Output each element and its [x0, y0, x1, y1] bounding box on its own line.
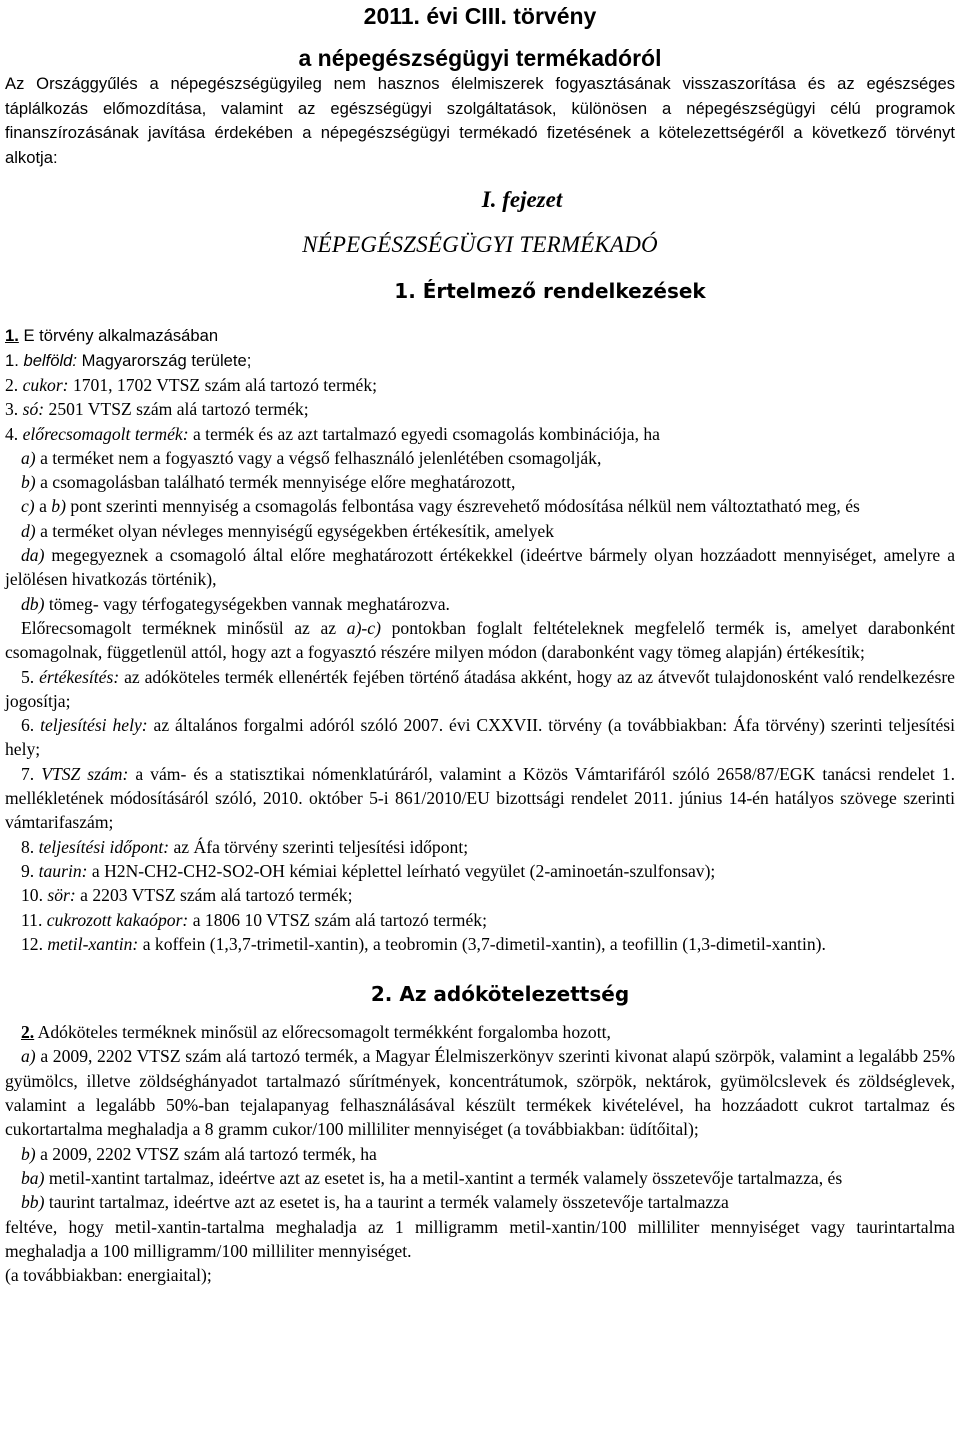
item-number: 1.	[5, 350, 19, 370]
paragraph-number[interactable]: 2.	[21, 1022, 35, 1043]
condition-text: feltéve, hogy metil-xantin-tartalma meghaladja az 1 milligramm metil-xantin/100 milliliter mennyiséget vagy taurintartalma meghaladja a 100 milligramm/100 milliliter mennyiséget.	[5, 1216, 955, 1261]
sub-item-letter: b)	[21, 472, 36, 493]
sub-item-letter: bb)	[21, 1192, 45, 1213]
item-number: 9.	[21, 860, 35, 881]
definition-item	[5, 397, 955, 421]
sub-item-text: a 2009, 2202 VTSZ szám alá tartozó termék, ha	[40, 1143, 377, 1164]
definition-item	[5, 349, 955, 374]
cross-reference: a)-c)	[346, 617, 381, 638]
sub-sub-item	[5, 1166, 955, 1190]
item-number: 11.	[21, 909, 43, 930]
sub-item	[5, 470, 955, 494]
definition-text: a termék és az azt tartalmazó egyedi csomagolás kombinációja, ha	[192, 423, 660, 444]
law-number-heading: 2011. évi CIII. törvény	[363, 3, 597, 29]
item-number: 6.	[21, 715, 35, 736]
cross-reference: b)	[51, 496, 66, 517]
defined-term: taurin:	[38, 860, 88, 881]
defined-term: sör:	[47, 885, 76, 906]
sub-item-letter: db)	[21, 593, 45, 614]
sub-item-text: a	[39, 496, 47, 517]
preamble: Az Országgyűlés a népegészségügyileg nem hasznos élelmiszerek fogyasztásának visszaszorítása és az egészséges táplálkozás előmozdítása, valamint az egészségügyi szolgáltatások, különösen a népegészségügyi célú programok finanszírozásának javítása érdekében a népegészségügyi termékadó fizetésének a kötelezettségéről a következő törvényt alkotja:	[5, 74, 955, 167]
defined-term: értékesítés:	[39, 666, 120, 687]
sub-item-letter: a)	[21, 1046, 36, 1067]
definition-text: Magyarország területe;	[81, 350, 252, 370]
item-number: 8.	[21, 836, 35, 857]
definition-item	[5, 883, 955, 907]
sub-item-text: a 2009, 2202 VTSZ szám alá tartozó termék, a Magyar Élelmiszerkönyv szerinti kivonat alapú szörpök, valamint a legalább 25% gyümölcs, illetve zöldséghányadot tartalmazó sűrítmények, koncentrátumok, szörpök, nektárok, gyümölcslevek és zöldséglevek, valamint a legalább 50%-ban tejalapanyag felhasználásával készült termékek kivételével, ha hozzáadott cukrot tartalmaz és cukortartalma meghaladja a 8 gramm cukor/100 milliliter mennyiséget (a továbbiakban: üdítőital);	[5, 1046, 955, 1140]
item-number: 3.	[5, 399, 19, 420]
item-number: 10.	[21, 885, 43, 906]
section-1-body	[5, 324, 955, 373]
chapter-title: NÉPEGÉSZSÉGÜGYI TERMÉKADÓ	[302, 232, 658, 257]
defined-term: belföld:	[23, 350, 77, 370]
definition-item	[5, 762, 955, 835]
sub-item-text: metil-xantint tartalmaz, ideértve azt az esetet is, ha a metil-xantint a termék valamely összetevője tartalmazza, és	[48, 1167, 843, 1188]
defined-term: cukor:	[22, 375, 69, 395]
definition-text: a H2N-CH2-CH2-SO2-OH kémiai képlettel leírható vegyület (2-aminoetán-szulfonsav);	[91, 860, 716, 881]
sub-item-text: megegyeznek a csomagoló által előre meghatározott értékekkel (ideértve bármely olyan hozzáadott mennyiséget, amelyre a jelölésen hivatkozás történik),	[5, 545, 955, 590]
sub-item-text: taurint tartalmaz, ideértve azt az esetet is, ha a taurint a termék valamely összetevője tartalmazza	[48, 1192, 729, 1213]
sub-item-letter: ba)	[21, 1167, 45, 1188]
definition-text: a 1806 10 VTSZ szám alá tartozó termék;	[192, 909, 487, 930]
sub-item-text: a csomagolásban található termék mennyisége előre meghatározott,	[40, 472, 516, 493]
sub-sub-item	[5, 1190, 955, 1214]
paragraph-text: E törvény alkalmazásában	[23, 326, 219, 345]
defined-term: teljesítési hely:	[40, 715, 148, 736]
definition-text: a vám- és a statisztikai nómenklatúráról, valamint a Közös Vámtarifáról szóló 2658/87/EGK tanácsi rendelet 1. mellékletének módosításáról szóló, 2010. október 5-i 861/2010/EU bizottsági rendelet 2011. június 14-én hatályos szövege szerinti vámtarifaszám;	[5, 763, 955, 833]
paragraph-number[interactable]: 1.	[5, 326, 19, 345]
sub-item-letter: a)	[21, 447, 36, 468]
definition-item	[5, 859, 955, 883]
definition-item	[5, 373, 955, 397]
sub-item	[5, 446, 955, 470]
defined-term: előrecsomagolt termék:	[22, 423, 189, 444]
definition-text: az adóköteles termék ellenérték fejében történő átadása akként, hogy az az átvevőt tulajdonosként való rendelkezésre jogosítja;	[5, 666, 955, 711]
definition-item	[5, 665, 955, 714]
sub-item-letter: c)	[21, 496, 35, 517]
definition-text: 2501 VTSZ szám alá tartozó termék;	[48, 399, 309, 420]
document-page	[5, 0, 955, 1287]
item-number: 12.	[21, 933, 43, 954]
item-number: 4.	[5, 423, 19, 444]
continuation-text: pontokban foglalt feltételeknek megfelelő termék is, amelyet darabonként csomagolnak, függetlenül attól, hogy azt a fogyasztó részére milyen módon (darabonként vagy tömeg alapján) értékesítik;	[5, 617, 955, 663]
definition-text: a 2203 VTSZ szám alá tartozó termék;	[80, 885, 353, 906]
chapter-number: I. fejezet	[481, 187, 563, 212]
sub-item-text: a terméket nem a fogyasztó vagy a végső felhasználó jelenlétében csomagolják,	[40, 447, 602, 468]
definitions-list	[5, 373, 955, 956]
sub-sub-item	[5, 592, 955, 616]
item-number: 2.	[5, 375, 19, 395]
sub-item-text: tömeg- vagy térfogategységekben vannak meghatározva.	[48, 593, 450, 614]
definition-item	[5, 422, 955, 446]
item-number: 7.	[21, 763, 35, 784]
sub-item	[5, 1044, 955, 1141]
definition-continuation	[5, 616, 955, 665]
sub-item-letter: d)	[21, 520, 36, 541]
definition-alias: (a továbbiakban: energiaital);	[5, 1265, 212, 1286]
sub-sub-item	[5, 543, 955, 592]
definition-item	[5, 932, 955, 956]
sub-item	[5, 1142, 955, 1166]
definition-text: az általános forgalmi adóról szóló 2007. évi CXXVII. törvény (a továbbiakban: Áfa törvény) szerinti teljesítési hely;	[5, 715, 955, 760]
sub-item-text: a terméket olyan névleges mennyiségű egységekben értékesítik, amelyek	[40, 520, 555, 541]
law-subject-heading: a népegészségügyi termékadóról	[298, 45, 662, 71]
definition-text: a koffein (1,3,7-trimetil-xantin), a teobromin (3,7-dimetil-xantin), a teofillin (1,3-dimetil-xantin).	[142, 933, 826, 954]
sub-item-text: pont szerinti mennyiség a csomagolás felbontása vagy észrevehető módosítása nélkül nem változtatható meg, és	[70, 496, 860, 517]
definition-item	[5, 835, 955, 859]
defined-term: metil-xantin:	[47, 933, 139, 954]
sub-item-letter: b)	[21, 1143, 36, 1164]
definition-item	[5, 908, 955, 932]
sub-item-letter: da)	[21, 545, 45, 566]
section-2-title: 2. Az adókötelezettség	[370, 982, 630, 1007]
paragraph-text: Adóköteles terméknek minősül az előrecsomagolt termékként forgalomba hozott,	[37, 1022, 611, 1043]
paragraph-1-heading	[5, 324, 955, 349]
definition-text: az Áfa törvény szerinti teljesítési időpont;	[173, 836, 469, 857]
sub-item	[5, 494, 955, 518]
defined-term: só:	[22, 399, 45, 420]
section-2-body	[5, 1020, 955, 1287]
definition-item	[5, 713, 955, 762]
continuation-text: Előrecsomagolt terméknek minősül az az	[21, 617, 337, 638]
sub-item	[5, 519, 955, 543]
defined-term: teljesítési időpont:	[38, 836, 170, 857]
section-1-title: 1. Értelmező rendelkezések	[394, 279, 706, 303]
defined-term: VTSZ szám:	[41, 763, 129, 784]
definition-text: 1701, 1702 VTSZ szám alá tartozó termék;	[72, 375, 378, 395]
paragraph-2-heading	[5, 1020, 955, 1044]
defined-term: cukrozott kakaópor:	[46, 909, 189, 930]
item-number: 5.	[21, 666, 35, 687]
